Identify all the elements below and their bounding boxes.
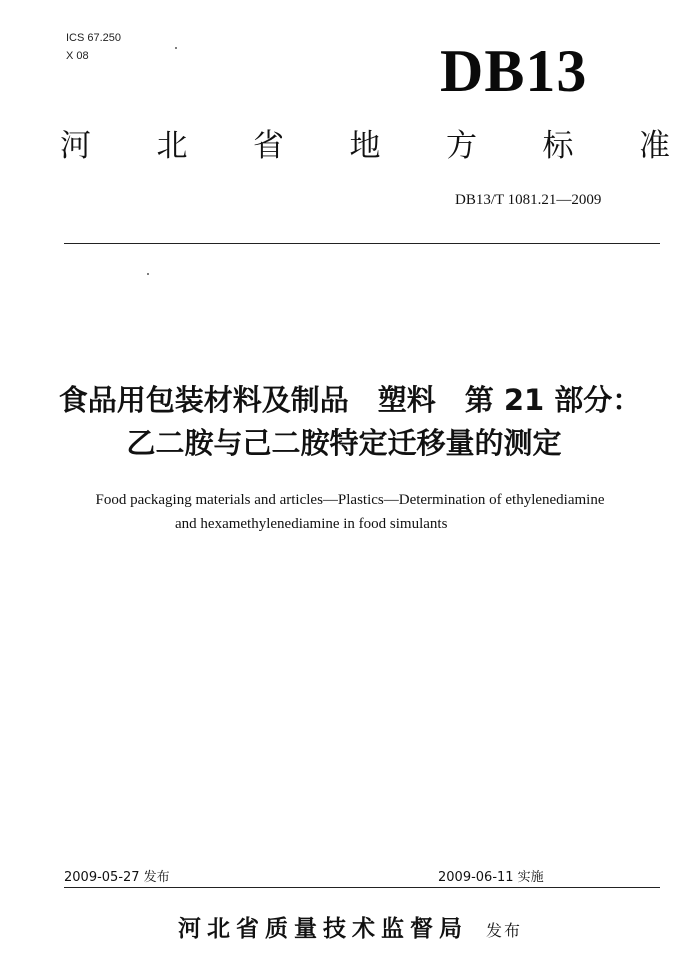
ics-code: ICS 67.250	[66, 32, 122, 44]
chinese-title-line-1: 食品用包装材料及制品 塑料 第 21 部分：	[58, 383, 642, 417]
issuing-authority: 河北省质量技术监督局	[177, 916, 468, 942]
publish-date: 2009-05-27 发布	[64, 870, 170, 885]
standard-type-title	[60, 126, 670, 166]
english-title-line-2: and hexamethylenediamine in food simulants	[175, 516, 448, 532]
bottom-divider	[64, 887, 660, 888]
title-char: 标	[542, 128, 574, 164]
classification-codes	[66, 29, 121, 65]
implementation-date: 2009-06-11 实施	[438, 870, 544, 885]
chinese-title-line-2: 乙二胺与己二胺特定迁移量的测定	[126, 426, 562, 460]
issued-label: 发布	[485, 921, 522, 940]
scan-dot	[147, 273, 149, 275]
standard-logo: DB13	[440, 38, 588, 104]
top-divider	[64, 243, 660, 244]
title-char: 方	[446, 128, 477, 164]
title-char: 准	[639, 128, 670, 164]
title-char: 北	[156, 128, 188, 164]
title-char: 地	[349, 128, 381, 164]
scan-dot	[175, 47, 177, 49]
english-title-line-1: Food packaging materials and articles—Plastics—Determination of ethylenediamine	[95, 492, 605, 508]
issuer-line	[0, 912, 700, 948]
class-code: X 08	[66, 50, 89, 62]
title-char: 省	[253, 128, 284, 164]
title-char: 河	[60, 128, 91, 164]
standard-number: DB13/T 1081.21—2009	[455, 192, 602, 208]
